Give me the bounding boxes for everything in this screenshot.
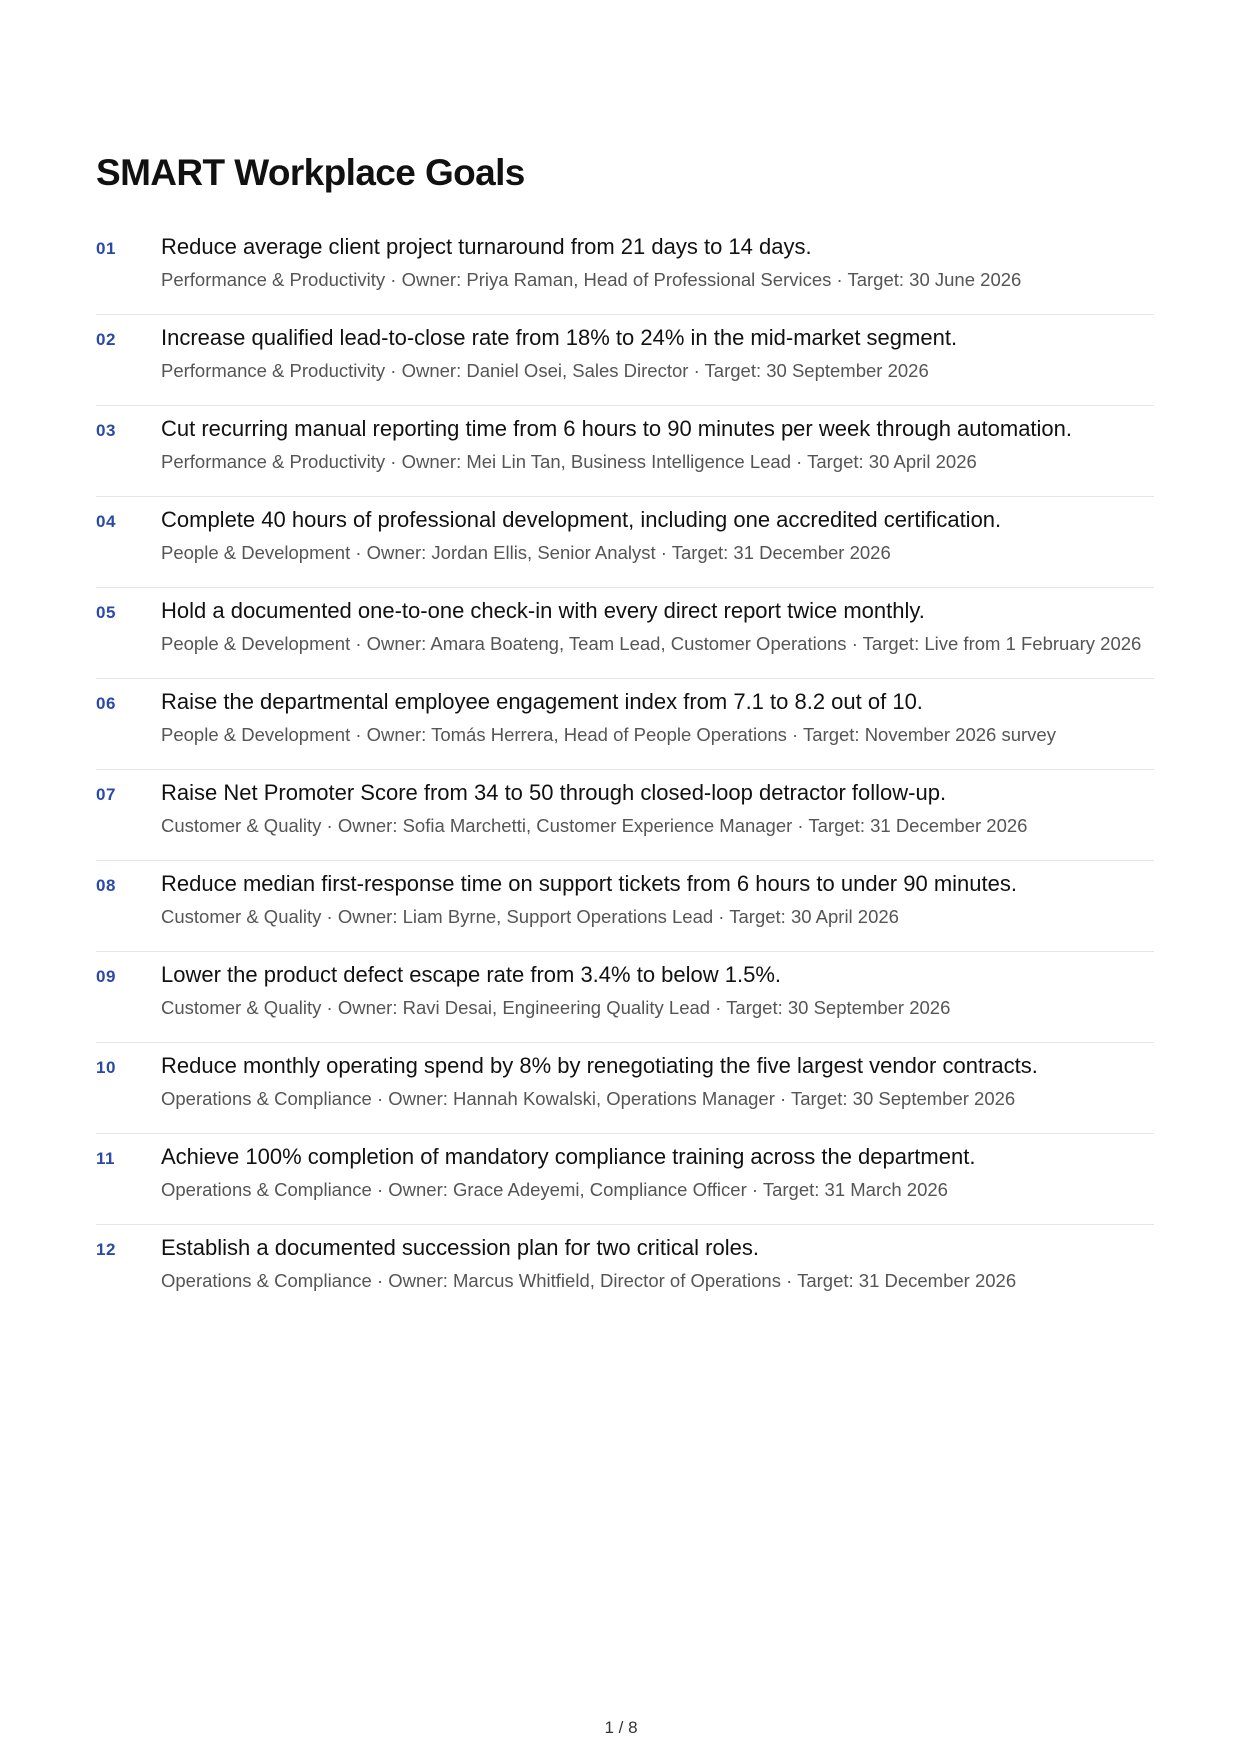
goal-list [96, 224, 1154, 1315]
goal-item [96, 770, 1154, 861]
goal-text: Lower the product defect escape rate from 3.4% to below 1.5%. [161, 962, 782, 987]
goal-number: 04 [96, 512, 116, 531]
goal-number: 12 [96, 1240, 116, 1259]
goal-number: 01 [96, 239, 116, 258]
goal-number: 11 [96, 1149, 115, 1168]
goal-meta: Operations & Compliance · Owner: Hannah Kowalski, Operations Manager · Target: 30 September 2026 [161, 1088, 1016, 1109]
goal-meta: People & Development · Owner: Jordan Ellis, Senior Analyst · Target: 31 December 2026 [161, 542, 891, 563]
goal-text: Establish a documented succession plan for two critical roles. [161, 1235, 759, 1260]
goal-meta: Customer & Quality · Owner: Sofia Marchetti, Customer Experience Manager · Target: 31 December 2026 [161, 815, 1028, 836]
goal-item [96, 315, 1154, 406]
goal-text: Cut recurring manual reporting time from 6 hours to 90 minutes per week through automation. [161, 416, 1073, 441]
goal-number: 03 [96, 421, 116, 440]
goal-meta: Performance & Productivity · Owner: Priya Raman, Head of Professional Services · Target: 30 June 2026 [161, 269, 1022, 290]
goal-number: 09 [96, 967, 116, 986]
goal-number: 07 [96, 785, 116, 804]
page-indicator: 1 / 8 [604, 1718, 638, 1737]
page-title: SMART Workplace Goals [96, 152, 525, 193]
goal-text: Raise Net Promoter Score from 34 to 50 through closed-loop detractor follow-up. [161, 780, 947, 805]
goal-text: Reduce average client project turnaround from 21 days to 14 days. [161, 234, 812, 259]
goal-item [96, 952, 1154, 1043]
goal-text: Achieve 100% completion of mandatory compliance training across the department. [161, 1144, 976, 1169]
goal-meta: Operations & Compliance · Owner: Grace Adeyemi, Compliance Officer · Target: 31 March 2026 [161, 1179, 948, 1200]
goal-meta: Operations & Compliance · Owner: Marcus Whitfield, Director of Operations · Target: 31 December 2026 [161, 1270, 1017, 1291]
goal-meta: Customer & Quality · Owner: Liam Byrne, Support Operations Lead · Target: 30 April 2026 [161, 906, 899, 927]
goal-item [96, 224, 1154, 315]
goal-item [96, 406, 1154, 497]
goal-item [96, 1043, 1154, 1134]
goal-text: Complete 40 hours of professional development, including one accredited certification. [161, 507, 1002, 532]
goal-text: Reduce median first-response time on support tickets from 6 hours to under 90 minutes. [161, 871, 1017, 896]
goal-text: Raise the departmental employee engagement index from 7.1 to 8.2 out of 10. [161, 689, 923, 714]
goal-text: Reduce monthly operating spend by 8% by renegotiating the five largest vendor contracts. [161, 1053, 1038, 1078]
goal-number: 10 [96, 1058, 116, 1077]
goal-meta: People & Development · Owner: Tomás Herrera, Head of People Operations · Target: November 2026 survey [161, 724, 1056, 745]
goal-text: Hold a documented one-to-one check-in with every direct report twice monthly. [161, 598, 925, 623]
goal-text: Increase qualified lead-to-close rate from 18% to 24% in the mid-market segment. [161, 325, 958, 350]
goal-meta: Performance & Productivity · Owner: Daniel Osei, Sales Director · Target: 30 September 2026 [161, 360, 929, 381]
goal-item [96, 497, 1154, 588]
goal-number: 05 [96, 603, 116, 622]
goal-item [96, 861, 1154, 952]
goal-item [96, 679, 1154, 770]
goal-number: 02 [96, 330, 116, 349]
goal-meta: Customer & Quality · Owner: Ravi Desai, Engineering Quality Lead · Target: 30 September 2026 [161, 997, 951, 1018]
goal-meta: People & Development · Owner: Amara Boateng, Team Lead, Customer Operations · Target: Live from 1 February 2026 [161, 633, 1142, 654]
goal-number: 06 [96, 694, 116, 713]
goal-item [96, 588, 1154, 679]
goal-number: 08 [96, 876, 116, 895]
goal-item [96, 1225, 1154, 1315]
goal-meta: Performance & Productivity · Owner: Mei Lin Tan, Business Intelligence Lead · Target: 30 April 2026 [161, 451, 977, 472]
goal-item [96, 1134, 1154, 1225]
